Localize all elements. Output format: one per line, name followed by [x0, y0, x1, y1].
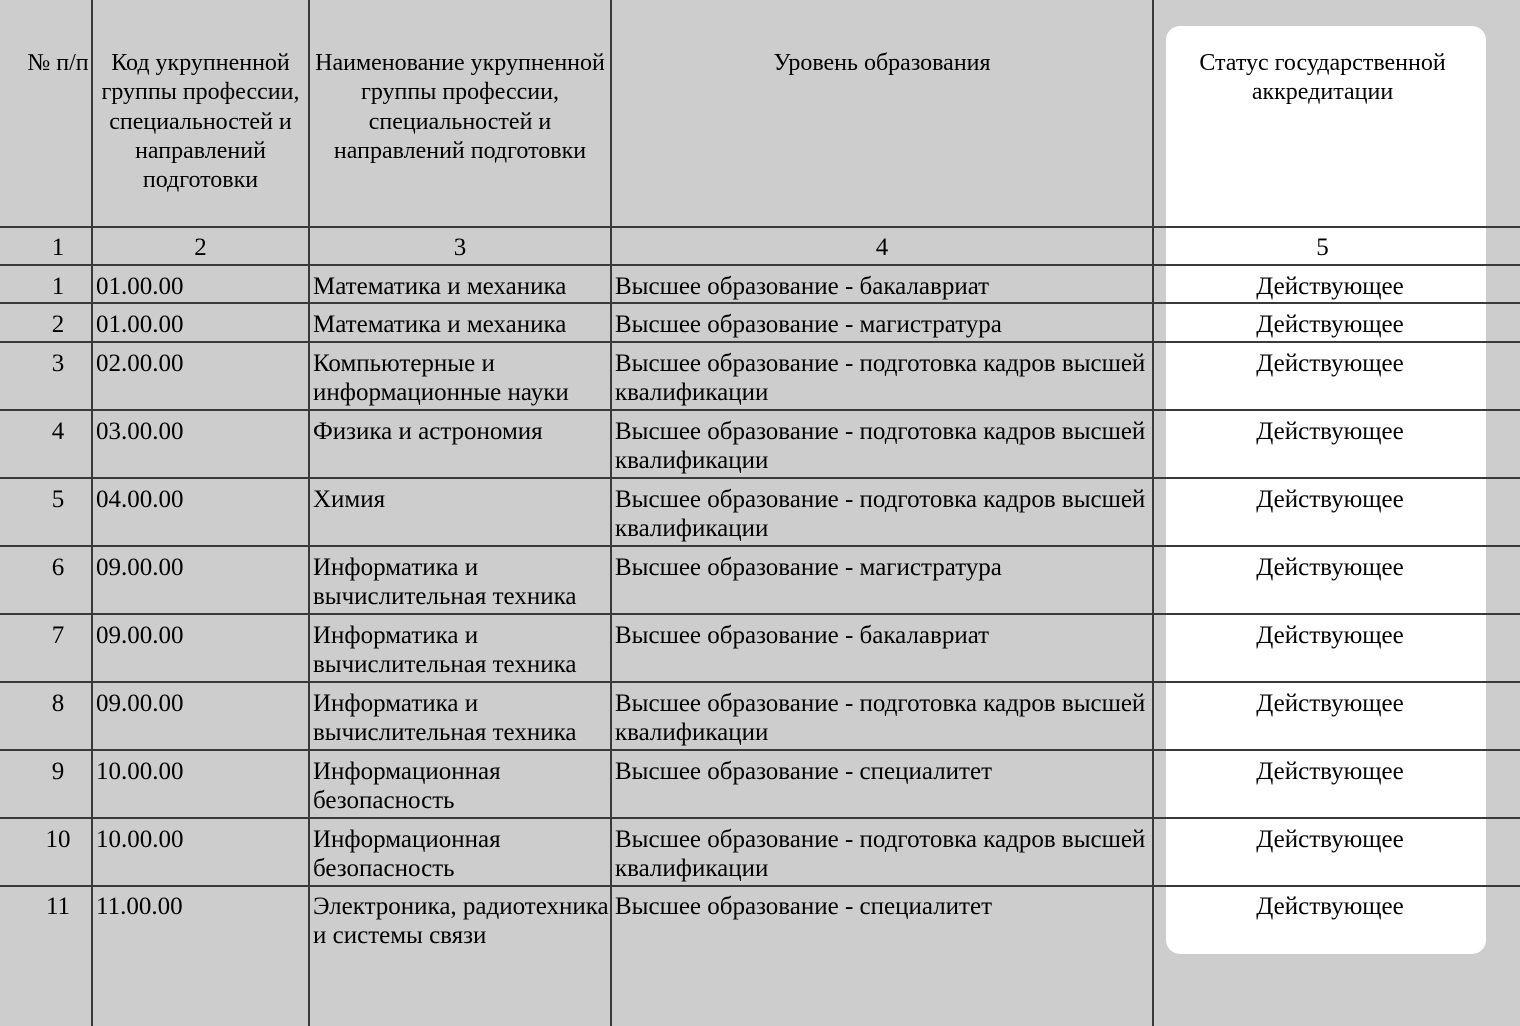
- row-level: Высшее образование - подготовка кадров высшей квалификации: [615, 350, 1146, 406]
- row-name: Электроника, радиотехника и системы связи: [313, 893, 609, 949]
- row-num: 7: [51, 622, 65, 649]
- row-status: Действующее: [1256, 826, 1404, 853]
- row-level: Высшее образование - подготовка кадров высшей квалификации: [615, 418, 1146, 474]
- row-level: Высшее образование - подготовка кадров высшей квалификации: [615, 486, 1146, 542]
- row-num: 8: [51, 690, 65, 717]
- row-name: Информатика и вычислительная техника: [313, 622, 577, 678]
- column-number: 4: [875, 234, 889, 261]
- row-code: 03.00.00: [96, 418, 184, 445]
- row-num: 6: [51, 554, 65, 581]
- column-number: 3: [453, 234, 467, 261]
- row-code: 11.00.00: [96, 893, 183, 920]
- row-num: 11: [45, 893, 71, 920]
- row-name: Информационная безопасность: [313, 758, 501, 814]
- row-name: Компьютерные и информационные науки: [313, 350, 569, 406]
- row-status: Действующее: [1256, 350, 1404, 377]
- row-num: 10: [45, 826, 71, 853]
- row-code: 09.00.00: [96, 554, 184, 581]
- row-level: Высшее образование - бакалавриат: [615, 622, 990, 649]
- header-name: Наименование укрупненной группы профессии, специальностей и направлений подготовки: [315, 50, 605, 164]
- row-code: 02.00.00: [96, 350, 184, 377]
- row-status: Действующее: [1256, 893, 1404, 920]
- row-name: Информатика и вычислительная техника: [313, 554, 577, 610]
- header-level: Уровень образования: [773, 50, 991, 76]
- header-code: Код укрупненной группы профессии, специальностей и направлений подготовки: [101, 50, 300, 194]
- header-num: № п/п: [27, 50, 89, 76]
- row-status: Действующее: [1256, 622, 1404, 649]
- row-divider: [0, 885, 1520, 887]
- row-name: Физика и астрономия: [313, 418, 543, 445]
- row-code: 04.00.00: [96, 486, 184, 513]
- row-divider: [0, 409, 1520, 411]
- row-status: Действующее: [1256, 758, 1404, 785]
- row-name: Химия: [313, 486, 386, 513]
- row-level: Высшее образование - магистратура: [615, 554, 1002, 581]
- column-number: 1: [51, 234, 65, 261]
- row-divider: [0, 749, 1520, 751]
- row-num: 4: [51, 418, 65, 445]
- row-code: 10.00.00: [96, 826, 184, 853]
- row-divider: [0, 302, 1520, 304]
- row-code: 01.00.00: [96, 311, 184, 338]
- column-number: 5: [1316, 234, 1329, 261]
- row-code: 09.00.00: [96, 622, 184, 649]
- row-num: 1: [51, 273, 65, 300]
- row-divider: [0, 613, 1520, 615]
- row-level: Высшее образование - специалитет: [615, 893, 993, 920]
- row-name: Информационная безопасность: [313, 826, 501, 882]
- row-level: Высшее образование - подготовка кадров высшей квалификации: [615, 690, 1146, 746]
- row-level: Высшее образование - магистратура: [615, 311, 1002, 338]
- row-level: Высшее образование - специалитет: [615, 758, 993, 785]
- row-status: Действующее: [1256, 486, 1404, 513]
- row-divider: [0, 341, 1520, 343]
- row-divider: [0, 681, 1520, 683]
- row-num: 3: [51, 350, 65, 377]
- row-divider: [0, 226, 1520, 228]
- row-code: 01.00.00: [96, 273, 184, 300]
- row-status: Действующее: [1256, 554, 1404, 581]
- row-divider: [0, 545, 1520, 547]
- row-num: 5: [51, 486, 65, 513]
- row-num: 9: [51, 758, 65, 785]
- row-divider: [0, 264, 1520, 266]
- row-code: 10.00.00: [96, 758, 184, 785]
- row-divider: [0, 477, 1520, 479]
- row-level: Высшее образование - подготовка кадров высшей квалификации: [615, 826, 1146, 882]
- row-divider: [0, 817, 1520, 819]
- row-name: Математика и механика: [313, 311, 567, 338]
- header-status: Статус государственной аккредитации: [1199, 50, 1446, 106]
- row-name: Математика и механика: [313, 273, 567, 300]
- row-status: Действующее: [1256, 311, 1404, 338]
- row-code: 09.00.00: [96, 690, 184, 717]
- row-status: Действующее: [1256, 418, 1404, 445]
- column-number: 2: [194, 234, 207, 261]
- row-level: Высшее образование - бакалавриат: [615, 273, 990, 300]
- row-status: Действующее: [1256, 690, 1404, 717]
- col-divider: [1152, 0, 1154, 1026]
- row-name: Информатика и вычислительная техника: [313, 690, 577, 746]
- row-status: Действующее: [1256, 273, 1404, 300]
- row-num: 2: [51, 311, 65, 338]
